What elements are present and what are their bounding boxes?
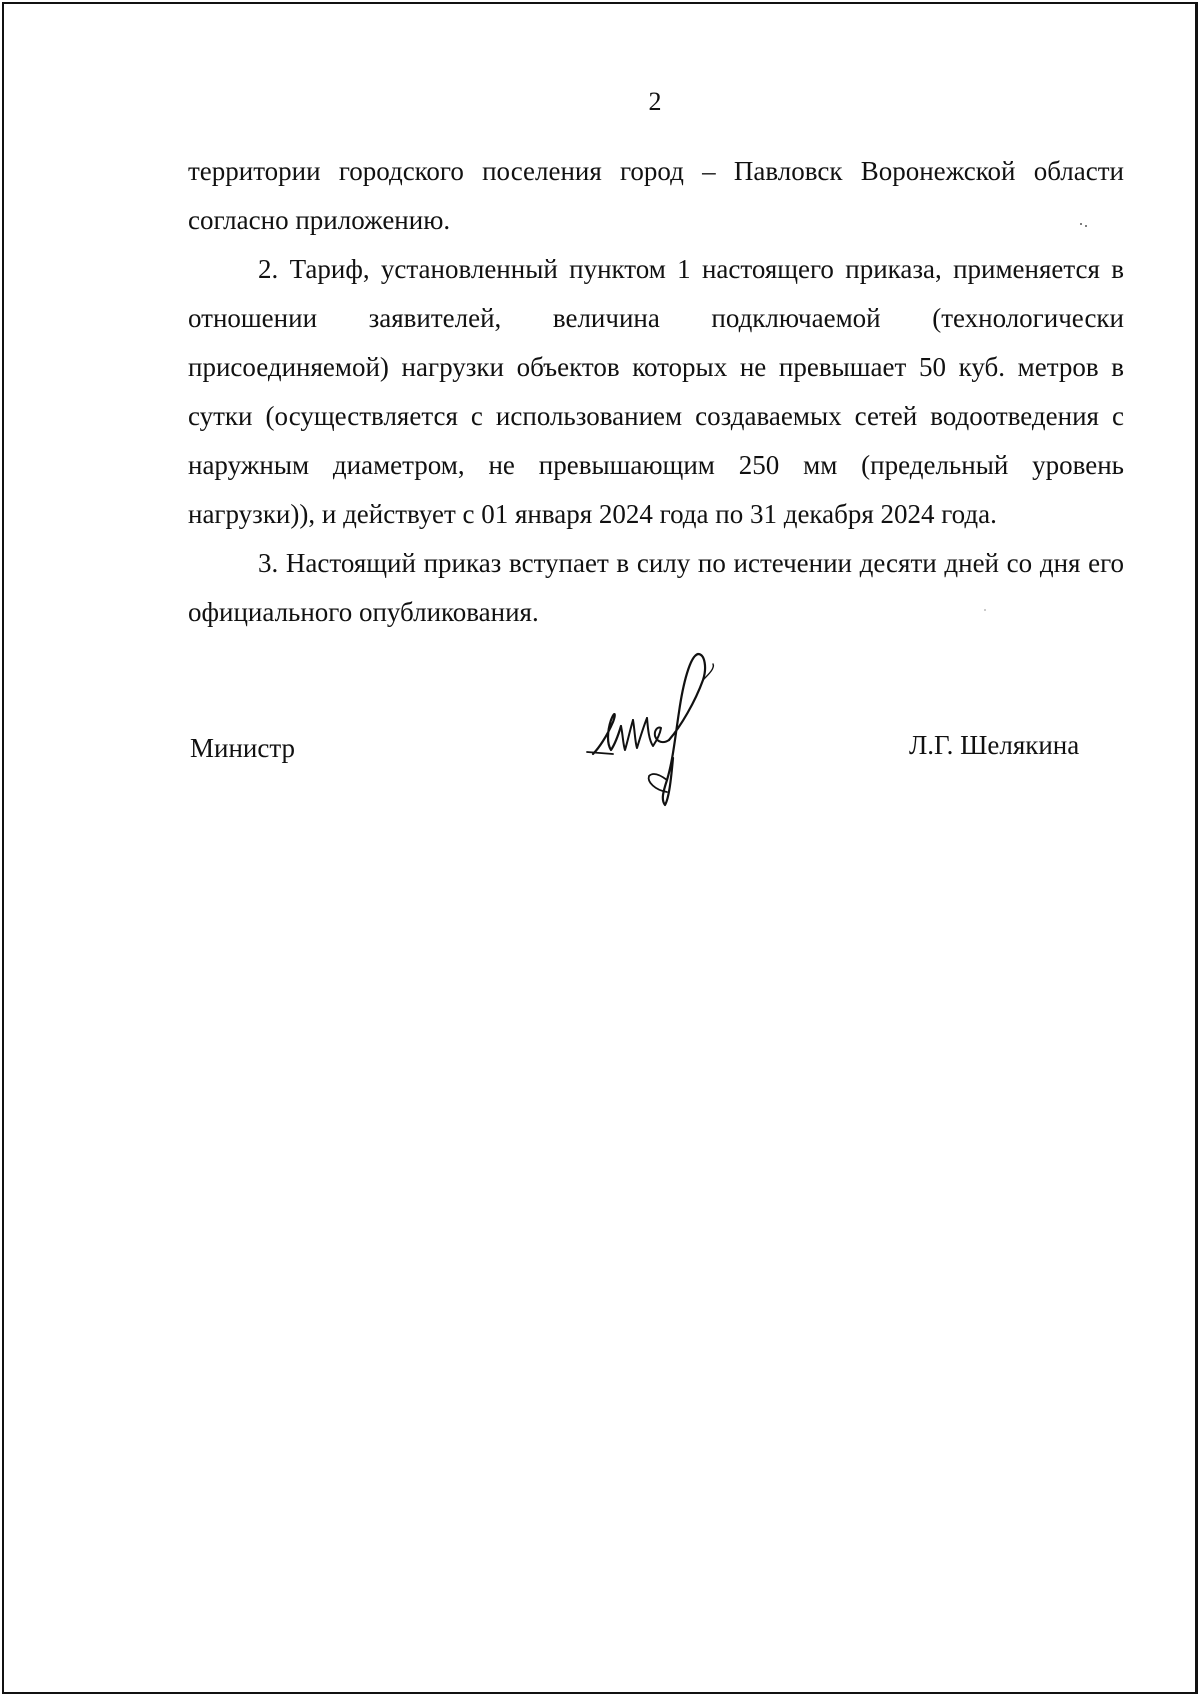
paragraph-item-3: 3. Настоящий приказ вступает в силу по истечении десяти дней со дня его официального опубликования. (188, 548, 1124, 627)
paragraph-item-2: 2. Тариф, установленный пунктом 1 настоящего приказа, применяется в отношении заявителей, величина подключаемой (технологически присоединяемой) нагрузки объектов которых не превышает 50 куб. метров в сутки (осуществляется с использованием создаваемых сетей водоотведения с наружным диаметром, не превышающим 250 мм (предельный уровень нагрузки)), и действует с 01 января 2024 года по 31 декабря 2024 года. (188, 254, 1124, 529)
signature-block (0, 640, 1200, 820)
scan-speck (984, 609, 986, 611)
handwritten-signature (585, 640, 755, 820)
document-body (188, 147, 1124, 637)
signer-title: Министр (190, 733, 295, 763)
page-number: 2 (648, 87, 662, 116)
paragraph-continuation: территории городского поселения город – Павловск Воронежской области согласно приложению. (188, 156, 1124, 235)
scan-speck (1080, 223, 1082, 225)
scan-speck (1085, 225, 1087, 227)
signer-name: Л.Г. Шелякина (909, 730, 1080, 760)
